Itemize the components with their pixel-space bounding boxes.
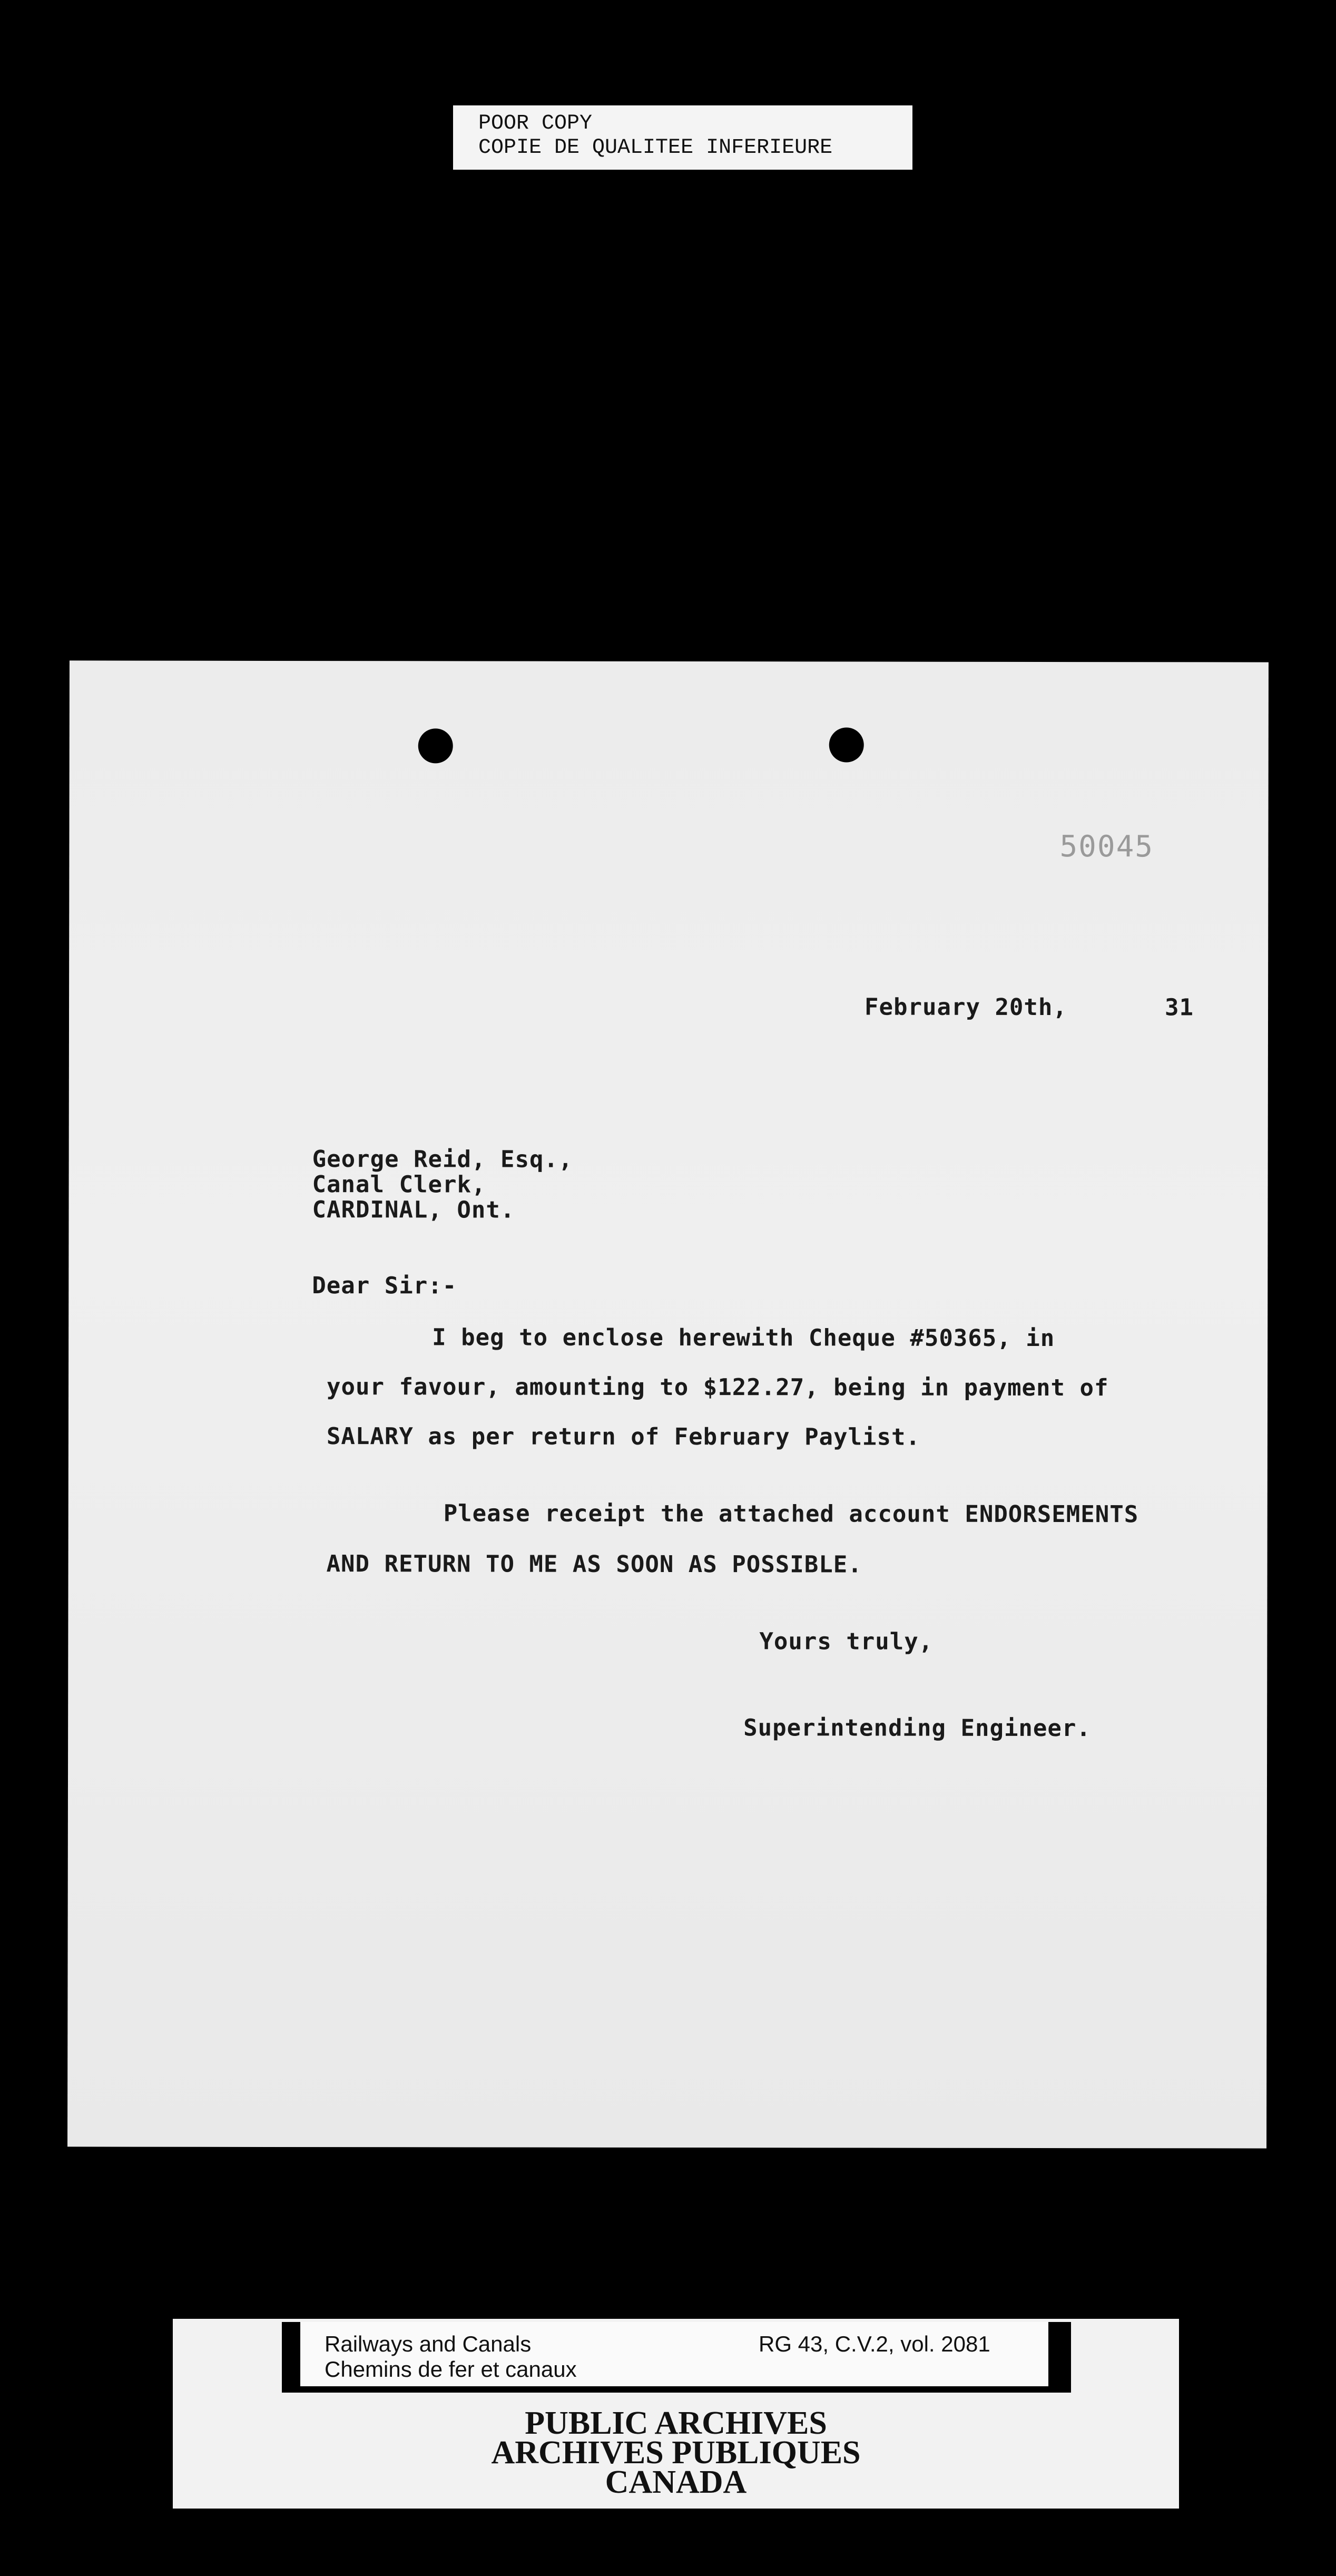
poor-copy-stamp [453, 105, 912, 170]
salutation: Dear Sir:- [312, 1272, 457, 1300]
archives-line-country: CANADA [605, 2464, 747, 2500]
archives-imprint [173, 2405, 1179, 2500]
body-line: Please receipt the attached account ENDORSEMENTS [443, 1500, 1139, 1528]
closing: Yours truly, [759, 1628, 934, 1655]
poor-copy-line-fr: COPIE DE QUALITEE INFERIEURE [478, 136, 833, 160]
recipient-title: Canal Clerk, [312, 1171, 486, 1198]
recipient-place: CARDINAL, Ont. [312, 1196, 515, 1224]
letter-page [67, 660, 1269, 2148]
department-fr: Chemins de fer et canaux [325, 2357, 577, 2382]
archive-reference-card [300, 2322, 1048, 2386]
poor-copy-line-en: POOR COPY [478, 112, 593, 135]
punch-hole-left [418, 728, 453, 763]
archives-line-fr: ARCHIVES PUBLIQUES [491, 2435, 861, 2471]
department-en: Railways and Canals [325, 2331, 532, 2356]
body-line: I beg to enclose herewith Cheque #50365, in [432, 1324, 1055, 1352]
body-line: SALARY as per return of February Paylist. [326, 1423, 921, 1451]
signature-title: Superintending Engineer. [743, 1714, 1091, 1742]
archive-reference: RG 43, C.V.2, vol. 2081 [759, 2331, 990, 2356]
letter-date-year: 31 [1165, 994, 1194, 1021]
file-number-stamp: 50045 [1059, 830, 1154, 864]
punch-hole-right [829, 727, 864, 762]
archives-line-en: PUBLIC ARCHIVES [525, 2405, 827, 2441]
body-line: AND RETURN TO ME AS SOON AS POSSIBLE. [326, 1550, 862, 1578]
recipient-name: George Reid, Esq., [312, 1146, 573, 1173]
letter-date: February 20th, [865, 993, 1067, 1021]
body-line: your favour, amounting to $122.27, being in payment of [327, 1373, 1109, 1402]
